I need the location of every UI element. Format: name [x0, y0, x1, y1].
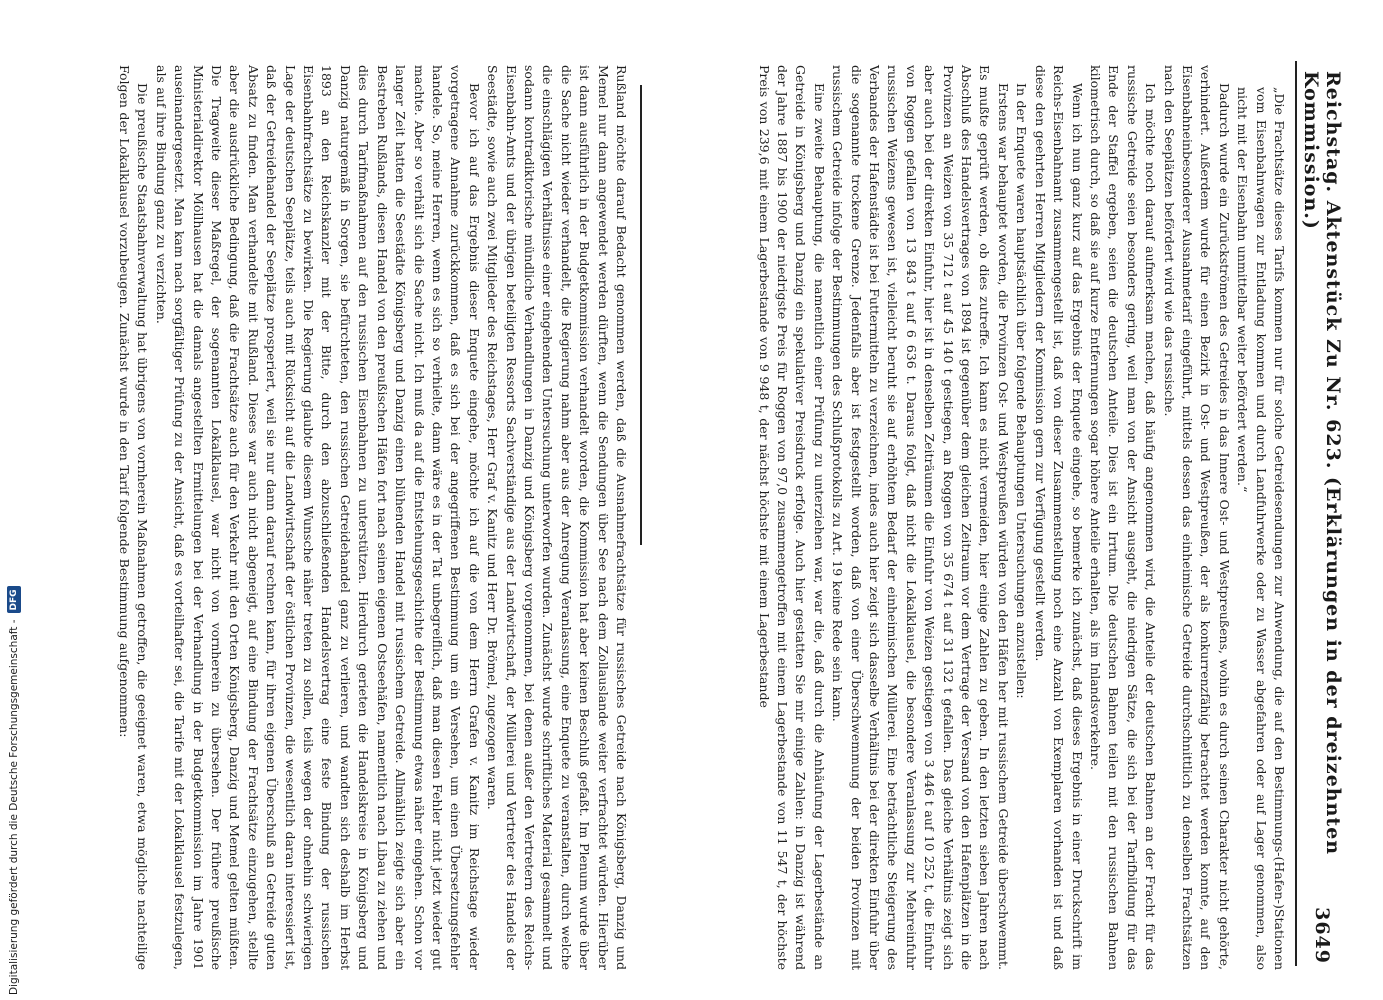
paragraph: „Die Frachtsätze dieses Tarifs kommen nur für solche Getreidesendungen zur Anwendung, die auf den Bestimmungs-(Hafen-)Stationen vom Eisenbahnwagen zur Entladung kommen und durch Landfuhrwerke oder zu Wasser abgefahren oder auf Lager genommen, also nicht mit der Eisenbahn unmittelbar weiter befördert werden.“ — [1235, 87, 1287, 970]
header-rule — [1295, 61, 1297, 966]
credit-line — [6, 5, 22, 995]
right-column-text — [754, 65, 1288, 970]
column-divider — [640, 85, 642, 545]
paragraph: Dadurch wurde ein Zurückströmen des Getreides in das Innere Ost- und Westpreußens, wohin es durch seinen Charakter nicht gehörte, verhindert. Außerdem wurde für einen Bezirk in Ost- und Westpreußen, der als konkurrenzfähig betrachtet werden konnte, auf den Eisenbahneinbesonderer Ausnahmetarif eingeführt, mittels dessen das einheimische Getreide durchschnittlich zu denselben Frachtsätzen nach den Seeplätzen befördert wird wie das russische. — [1161, 65, 1232, 970]
right-column — [660, 65, 1288, 970]
page-header — [1302, 55, 1342, 980]
header-inner — [1302, 55, 1342, 980]
credit-text: Digitalisierung gefördert durch die Deutsche Forschungsgemeinschaft - — [8, 619, 20, 995]
paragraph: Ich möchte noch darauf aufmerksam machen, daß häufig angenommen wird, die Anteile der deutschen Bahnen an der Fracht für das russische Getreide seien besonders gering, weil man von der Ansicht ausgeht, die niedrigen Sätze, die sich bei der Tarifbildung für das Ende der Staffel ergeben, seien die deutschen Anteile. Dies ist ein Irrtum. Die deutschen Bahnen teilen mit den russischen Bahnen kilometrisch durch, so daß sie auf kurze Entfernungen sogar höhere Anteile erhalten, als im Inlandsverkehre. — [1087, 65, 1159, 970]
left-column-text — [115, 65, 630, 970]
page-number: 3649 — [1311, 907, 1333, 964]
paragraph: Bevor ich auf das Ergebnis dieser Enquete eingehe, möchte ich auf die von dem Herrn Grafen v. Kanitz im Reichstage wieder vorgetragene Annahme zurückkommen, daß es sich bei der angegriffenen Bestimmung um ein Versehen, um einen Übersetzungsfehler handele. So, meine Herren, wenn es sich so verhielte, dann wäre es in der Tat unbegreiflich, daß man diesen Fehler nicht jetzt wieder gut machte. Aber so verhält sich die Sache nicht. Ich muß da auf die Entstehungsgeschichte der Bestimmung etwas näher eingehen. Schon vor langer Zeit hatten die Seestädte Königsberg und Danzig einen blühenden Handel mit russischem Getreide. Allmählich zeigte sich aber ein Bestreben Rußlands, diesen Handel von den preußischen Häfen fort nach seinen eigenen Ostseehäfen, namentlich nach Libau zu ziehen und dies durch Tarifmaßnahmen auf den russischen Eisenbahnen zu unterstützen. Hierdurch gerieten die Handelskreise in Königsberg und Danzig naturgemäß in Sorgen, sie befürchteten, den russischen Getreidehandel ganz zu verlieren, und wandten sich deshalb im Herbst 1893 an den Reichskanzler mit der Bitte, durch den abzuschließenden Handelsvertrag eine feste Bindung der russischen Eisenbahnfrachtsätze zu bewirken. Die Regierung glaubte diesem Wunsche näher treten zu sollen, teils wegen der ohnehin schwierigen Lage der deutschen Seeplätze, teils auch mit Rücksicht auf die Landwirtschaft der östlichen Provinzen, die wesentlich daran interessiert ist, daß der Getreidehandel der Seeplätze prosperiert, weil sie nur dann darauf rechnen kann, für ihren eigenen Überschuß an Getreide guten Absatz zu finden. Man verhandelte mit Rußland. Dieses war auch nicht abgeneigt, auf eine Bindung der Frachtsätze einzugehen, stellte aber die ausdrückliche Bedingung, daß die Frachtsätze auch für den Verkehr mit den Orten Königsberg, Danzig und Memel gelten müßten. Die Tragweite dieser Maßregel, der sogenannten Lokalklausel, war nicht von vornherein zu übersehen. Der frühere preußische Ministerialdirektor Möllhausen hat die damals angestellten Ermittelungen bei der Verhandlung in der Budgetkommission im Jahre 1901 auseinandergesetzt. Man kam nach sorgfältiger Prüfung zu der Ansicht, daß es vorteilhafter sei, die Tarife mit der Lokalklausel festzulegen, als auf ihre Bindung ganz zu verzichten. — [153, 65, 482, 970]
paragraph: Rußland möchte darauf Bedacht genommen werden, daß die Ausnahmefrachtsätze für russisches Getreide nach Königsberg, Danzig und Memel nur dann angewendet werden dürften, wenn die Sendungen über See nach dem Zollauslande weiter verfrachtet würden. Hierüber ist dann ausführlich in der Budgetkommission verhandelt worden, die Kommission hat aber keinen Beschluß gefaßt. Im Plenum wurde über die Sache nicht wieder verhandelt, die Regierung nahm aber aus der Anregung Veranlassung, eine Enquete zu veranstalten, durch welche die einschlägigen Verhältnisse einer eingehenden Untersuchung unterworfen wurden. Zunächst wurde schriftliches Material gesammelt und sodann kontradiktorische mündliche Verhandlungen in Danzig und Königsberg vorgenommen, bei denen außer den Vertretern des Reichs-Eisenbahn-Amts und der übrigen beteiligten Ressorts Sachverständige aus der Landwirtschaft, der Müllerei und Vertreter des Handels der Seestädte, sowie auch zwei Mitglieder des Reichstages, Herr Graf v. Kanitz und Herr Dr. Brömel, zugezogen waren. — [485, 65, 629, 970]
document-page — [40, 55, 1344, 980]
paragraph: Wenn ich nun ganz kurz auf das Ergebnis der Enquete eingehe, so bemerke ich zunächst, daß dieses Ergebnis in einer Druckschrift im Reichs-Eisenbahnamt zusammengestellt ist, daß von dieser Zusammenstellung noch eine Anzahl von Exemplaren vorhanden ist und daß diese den geehrten Herren Mitgliedern der Kommission gern zur Verfügung gestellt werden. — [1032, 65, 1085, 970]
dfg-logo: DFG — [7, 586, 21, 613]
header-title: Reichstag. Aktenstück Zu Nr. 623. (Erklärungen in der dreizehnten Kommission.) — [1300, 71, 1344, 856]
paragraph: Eine zweite Behauptung, die namentlich einer Prüfung zu unterziehen war, war die, daß durch die Anhäufung der Lagerbestände an Getreide in Königsberg und Danzig ein spekulativer Preisdruck erfolge. Auch hier gestatten Sie mir einige Zahlen: in Danzig ist während der Jahre 1887 bis 1900 der niedrigste Preis für Roggen von 97,0 zusammengetroffen mit einem Lagerbestande von 11 547 t, der höchste Preis von 239,6 mit einem Lagerbestande von 9 948 t, der nächst höchste mit einem Lagerbestande — [756, 65, 827, 970]
dfg-credit — [2, 0, 24, 1000]
paragraph: Erstens war behauptet worden, die Provinzen Ost- und Westpreußen würden von den Häfen her mit russischem Getreide überschwemmt. Es mußte geprüft werden, ob dies zutreffe. Ich kann es nicht vermeiden, hier einige Zahlen zu geben. In den letzten sieben Jahren nach Abschluß des Handelsvertrages von 1894 ist gegenüber dem gleichen Zeitraum vor dem Vertrage der Versand von den Hafenplätzen in die Provinzen an Weizen von 35 712 t auf 45 140 t gestiegen, an Roggen von 35 674 t auf 31 132 t gefallen. Das gleiche Verhältnis zeigt sich aber auch bei der direkten Einfuhr, hier ist in denselben Zeiträumen die Einfuhr von Weizen gestiegen von 3 446 t auf 10 252 t, die Einfuhr von Roggen gefallen von 13 843 t auf 6 636 t. Daraus folgt, daß nicht die Lokalklausel, die besondere Veranlassung zur Mehreinfuhr russischen Weizens gewesen ist, vielleicht beruht sie auf erhöhtem Bedarf der einheimischen Müllerei. Eine beträchtliche Steigerung des Verbandes der Hafenstädte ist bei Futtermitteln zu verzeichnen, indes auch hier zeigt sich dasselbe Verhältnis bei der direkten Einfuhr über die sogenannte trockene Grenze. Jedenfalls aber ist festgestellt worden, daß von einer Überschwemmung der beiden Provinzen mit russischem Getreide infolge der Bestimmungen des Schlußprotokolls zu Art. 19 keine Rede sein kann. — [830, 65, 1011, 970]
left-column — [50, 65, 630, 970]
paragraph: Die preußische Staatsbahnverwaltung hat übrigens von vornherein Maßnahmen getroffen, die geeignet waren, etwa mögliche nachteilige Folgen der Lokalklausel vorzubeugen. Zunächst wurde in den Tarif folgende Bestimmung aufgenommen: — [117, 65, 151, 970]
paragraph: In der Enquete waren hauptsächlich über folgende Behauptungen Untersuchungen anzustellen: — [1014, 83, 1030, 699]
